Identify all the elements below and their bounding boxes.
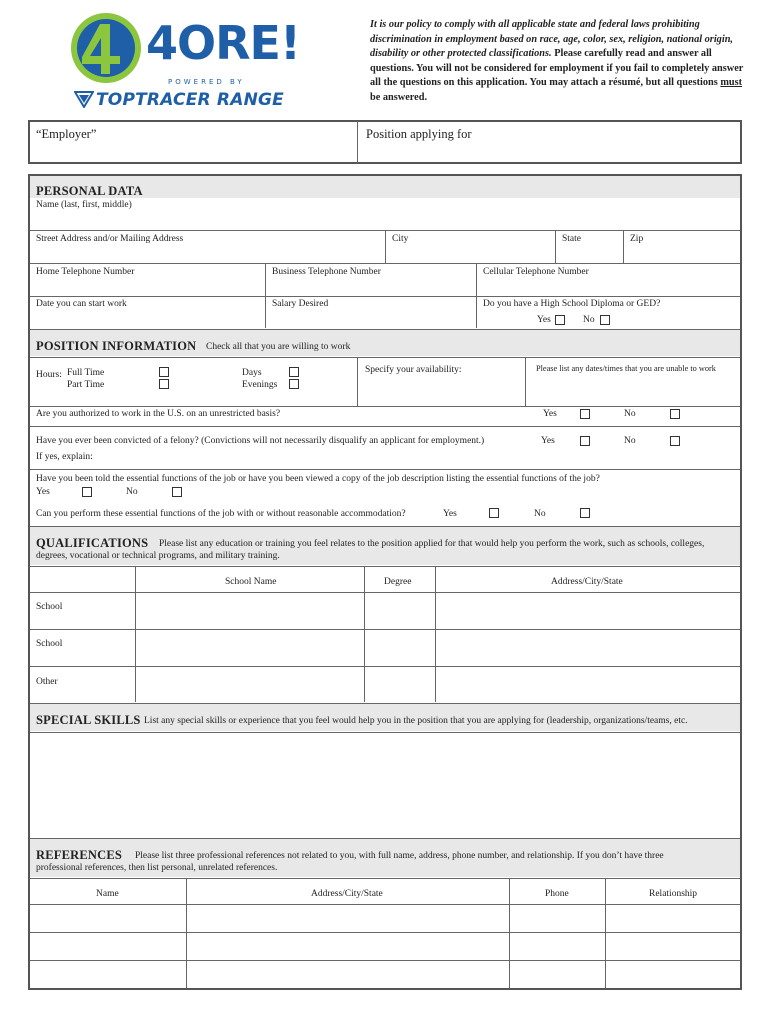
zip-label: Zip <box>630 234 644 244</box>
state-label: State <box>562 234 581 244</box>
business-phone-label: Business Telephone Number <box>272 267 381 277</box>
authorized-yes-label: Yes <box>543 409 557 419</box>
col-ref-relationship: Relationship <box>649 889 698 899</box>
personal-data-heading: PERSONAL DATA <box>36 184 143 198</box>
street-label: Street Address and/or Mailing Address <box>36 234 184 244</box>
city-field[interactable] <box>386 231 554 262</box>
part-time-checkbox[interactable] <box>159 379 169 389</box>
qualifications-desc-1: Please list any education or training you feel relates to the position applied for that would help you perform the work, such as schools, colleges, <box>159 539 705 549</box>
qualifications-table <box>30 567 740 702</box>
evenings-checkbox[interactable] <box>289 379 299 389</box>
felony-no-label: No <box>624 436 636 446</box>
full-time-checkbox[interactable] <box>159 367 169 377</box>
table-row[interactable] <box>30 667 740 702</box>
availability-field[interactable] <box>358 358 524 405</box>
salary-label: Salary Desired <box>272 299 329 309</box>
authorized-no-label: No <box>624 409 636 419</box>
qualifications-desc-2: degrees, vocational or technical programs, and military training. <box>36 551 280 561</box>
table-row[interactable] <box>30 961 740 988</box>
row-label: Other <box>36 677 58 687</box>
table-row[interactable] <box>30 933 740 960</box>
references-table <box>30 879 740 988</box>
policy-nondiscrimination: It is our policy to comply with all applicable state and federal laws prohibiting discrimination in employment based on race, age, color, sex, religion, national origin, disability or other protected classifications. <box>370 19 733 59</box>
told-no-label: No <box>126 487 138 497</box>
diploma-no-label: No <box>583 315 595 325</box>
references-heading: REFERENCES <box>36 848 123 862</box>
home-phone-label: Home Telephone Number <box>36 267 135 277</box>
business-phone-field[interactable] <box>266 264 475 295</box>
unavailable-dates-label: Please list any dates/times that you are unable to work <box>536 364 716 373</box>
special-skills-heading: SPECIAL SKILLS <box>36 713 141 727</box>
position-field[interactable] <box>358 122 740 162</box>
perform-question: Can you perform these essential functions of the job with or without reasonable accommodation? <box>36 509 406 519</box>
col-school-name: School Name <box>225 577 277 587</box>
references-desc-2: professional references, then list personal, unrelated references. <box>36 863 278 873</box>
salary-field[interactable] <box>266 297 475 328</box>
perform-no-checkbox[interactable] <box>580 508 590 518</box>
logo-emblem-icon <box>68 10 144 86</box>
home-phone-field[interactable] <box>30 264 264 295</box>
zip-field[interactable] <box>624 231 740 262</box>
start-date-label: Date you can start work <box>36 299 127 309</box>
days-checkbox[interactable] <box>289 367 299 377</box>
felony-yes-label: Yes <box>541 436 555 446</box>
hours-label: Hours: <box>36 370 62 380</box>
availability-label: Specify your availability: <box>365 365 462 375</box>
employer-field[interactable] <box>30 122 356 162</box>
felony-question: Have you ever been convicted of a felony? (Convictions will not necessarily disqualify an applicant for employment.) <box>36 436 485 446</box>
references-desc-1: Please list three professional references not related to you, with full name, address, phone number, and relationship. If you don’t have three <box>135 851 664 861</box>
policy-statement <box>370 18 745 105</box>
col-ref-name: Name <box>96 889 119 899</box>
authorized-yes-checkbox[interactable] <box>580 409 590 419</box>
felony-explain-label: If yes, explain: <box>36 452 93 462</box>
told-yes-label: Yes <box>36 487 50 497</box>
row-label: School <box>36 602 63 612</box>
diploma-no-checkbox[interactable] <box>600 315 610 325</box>
col-degree: Degree <box>384 577 412 587</box>
state-field[interactable] <box>556 231 622 262</box>
position-label: Position applying for <box>366 127 472 141</box>
special-skills-field[interactable] <box>30 733 740 838</box>
street-field[interactable] <box>30 231 384 262</box>
city-label: City <box>392 234 409 244</box>
table-row[interactable] <box>30 630 740 666</box>
policy-instructions-end: be answered. <box>370 91 428 103</box>
name-label: Name (last, first, middle) <box>36 200 132 210</box>
start-date-field[interactable] <box>30 297 264 328</box>
name-field[interactable] <box>30 198 740 230</box>
logo-partner-text: TOPTRACER RANGE <box>96 90 284 110</box>
told-yes-checkbox[interactable] <box>82 487 92 497</box>
cell-phone-label: Cellular Telephone Number <box>483 267 589 277</box>
perform-yes-label: Yes <box>443 509 457 519</box>
told-no-checkbox[interactable] <box>172 487 182 497</box>
essential-functions-question: Have you been told the essential functions of the job or have you been viewed a copy of the job description listing the essential functions of the job? <box>36 474 600 484</box>
col-ref-phone: Phone <box>545 889 569 899</box>
evenings-label: Evenings <box>242 380 278 390</box>
logo-powered-by: POWERED BY <box>168 78 245 86</box>
felony-no-checkbox[interactable] <box>670 436 680 446</box>
special-skills-desc: List any special skills or experience that you feel would help you in the position that you are applying for (leadership, organizations/teams, etc. <box>144 716 688 726</box>
table-row[interactable] <box>30 593 740 629</box>
perform-no-label: No <box>534 509 546 519</box>
days-label: Days <box>242 368 262 378</box>
perform-yes-checkbox[interactable] <box>489 508 499 518</box>
authorized-no-checkbox[interactable] <box>670 409 680 419</box>
policy-must: must <box>720 77 743 88</box>
table-row[interactable] <box>30 905 740 932</box>
felony-yes-checkbox[interactable] <box>580 436 590 446</box>
cell-phone-field[interactable] <box>477 264 740 295</box>
full-time-label: Full Time <box>67 368 105 378</box>
position-info-heading: POSITION INFORMATION <box>36 339 197 353</box>
col-ref-address: Address/City/State <box>311 889 383 899</box>
unavailable-dates-field[interactable] <box>526 358 740 405</box>
diploma-yes-label: Yes <box>537 315 551 325</box>
diploma-yes-checkbox[interactable] <box>555 315 565 325</box>
felony-explain-field[interactable] <box>30 450 740 468</box>
position-info-subtitle: Check all that you are willing to work <box>206 342 351 352</box>
col-address: Address/City/State <box>551 577 623 587</box>
employer-label: “Employer” <box>36 127 97 141</box>
company-logo <box>62 10 332 112</box>
authorized-question: Are you authorized to work in the U.S. on an unrestricted basis? <box>36 409 281 419</box>
logo-brand-text: 4ORE! <box>146 16 300 70</box>
toptracer-crest-icon <box>74 90 94 108</box>
part-time-label: Part Time <box>67 380 105 390</box>
policy-instructions: Please carefully read and answer all questions. You will not be considered for employment if you fail to completely answer all the questions on this application. You may attach a résumé, but all questions <box>370 48 744 88</box>
diploma-question: Do you have a High School Diploma or GED? <box>483 299 661 309</box>
qualifications-heading: QUALIFICATIONS <box>36 536 149 550</box>
row-label: School <box>36 639 63 649</box>
